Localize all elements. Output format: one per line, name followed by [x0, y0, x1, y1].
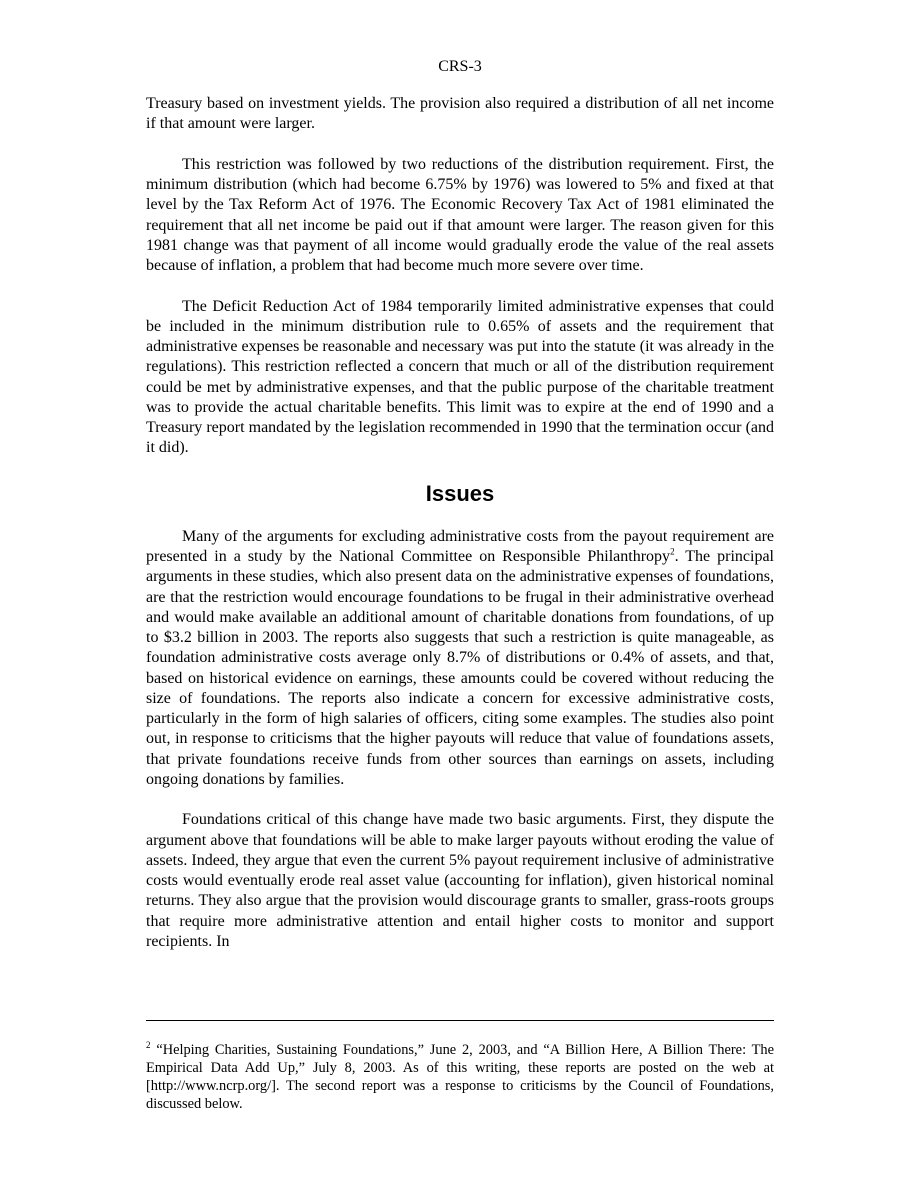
footnote-reference[interactable]: 2	[670, 546, 675, 557]
footnote-divider	[146, 1020, 774, 1021]
paragraph-distribution-reductions: This restriction was followed by two reductions of the distribution requirement. First, the minimum distribution (which had become 6.75% by 1976) was lowered to 5% and fixed at that level by the Tax Reform Act of 1976. The Economic Recovery Tax Act of 1981 eliminated the requirement that all net income be paid out if that amount were larger. The reason given for this 1981 change was that payment of all income would gradually erode the value of the real assets because of inflation, a problem that had become much more severe over time.	[146, 155, 774, 274]
paragraph-deficit-reduction-act: The Deficit Reduction Act of 1984 temporarily limited administrative expenses that could be included in the minimum distribution rule to 0.65% of assets and the requirement that administrative expenses be reasonable and necessary was put into the statute (it was already in the regulations). This restriction reflected a concern that much or all of the distribution requirement could be met by administrative expenses, and that the public purpose of the charitable treatment was to provide the actual charitable benefits. This limit was to expire at the end of 1990 and a Treasury report mandated by the legislation recommended in 1990 that the termination occur (and it did).	[146, 297, 774, 457]
footnote	[146, 1041, 774, 1113]
paragraph-foundations-critical: Foundations critical of this change have made two basic arguments. First, they dispute the argument above that foundations will be able to make larger payouts without eroding the value of assets. Indeed, they argue that even the current 5% payout requirement inclusive of administrative costs would eventually erode real asset value (accounting for inflation), given historical nominal returns. They also argue that the provision would discourage grants to smaller, grass-roots groups that require more administrative attention and entail higher costs to monitor and support recipients. In	[146, 811, 774, 950]
paragraph-text-start: Many of the arguments for excluding administrative costs from the payout requirement are presented in a study by the National Committee on Responsible Philanthropy	[146, 527, 774, 565]
footnote-marker: 2	[146, 1040, 151, 1051]
document-body	[146, 94, 774, 952]
paragraph-continuation: Treasury based on investment yields. The provision also required a distribution of all net income if that amount were larger.	[146, 95, 774, 133]
page-header: CRS-3	[438, 58, 482, 75]
footnote-text: “Helping Charities, Sustaining Foundations,” June 2, 2003, and “A Billion Here, A Billion There: The Empirical Data Add Up,” July 8, 2003. As of this writing, these reports are posted on the web at [http://www.ncrp.org/]. The second report was a response to criticisms by the Council of Foundations, discussed below.	[146, 1042, 774, 1112]
paragraph-text-rest: . The principal arguments in these studies, which also present data on the administrative expenses of foundations, are that the restriction would encourage foundations to be frugal in their administrative overhead and would make available an additional amount of charitable donations from foundations, of up to $3.2 billion in 2003. The reports also suggests that such a restriction is quite manageable, as foundation administrative costs average only 8.7% of distributions or 0.4% of assets, and that, based on historical evidence on earnings, these amounts could be covered without reducing the size of foundations. The reports also indicate a concern for excessive administrative costs, particularly in the form of high salaries of officers, citing some examples. The studies also point out, in response to criticisms that the higher payouts will reduce that value of foundations assets, that private foundations receive funds from other sources than earnings on assets, including ongoing donations by families.	[146, 548, 774, 788]
paragraph-arguments-for-exclusion	[146, 527, 774, 790]
section-heading-issues: Issues	[425, 480, 495, 506]
